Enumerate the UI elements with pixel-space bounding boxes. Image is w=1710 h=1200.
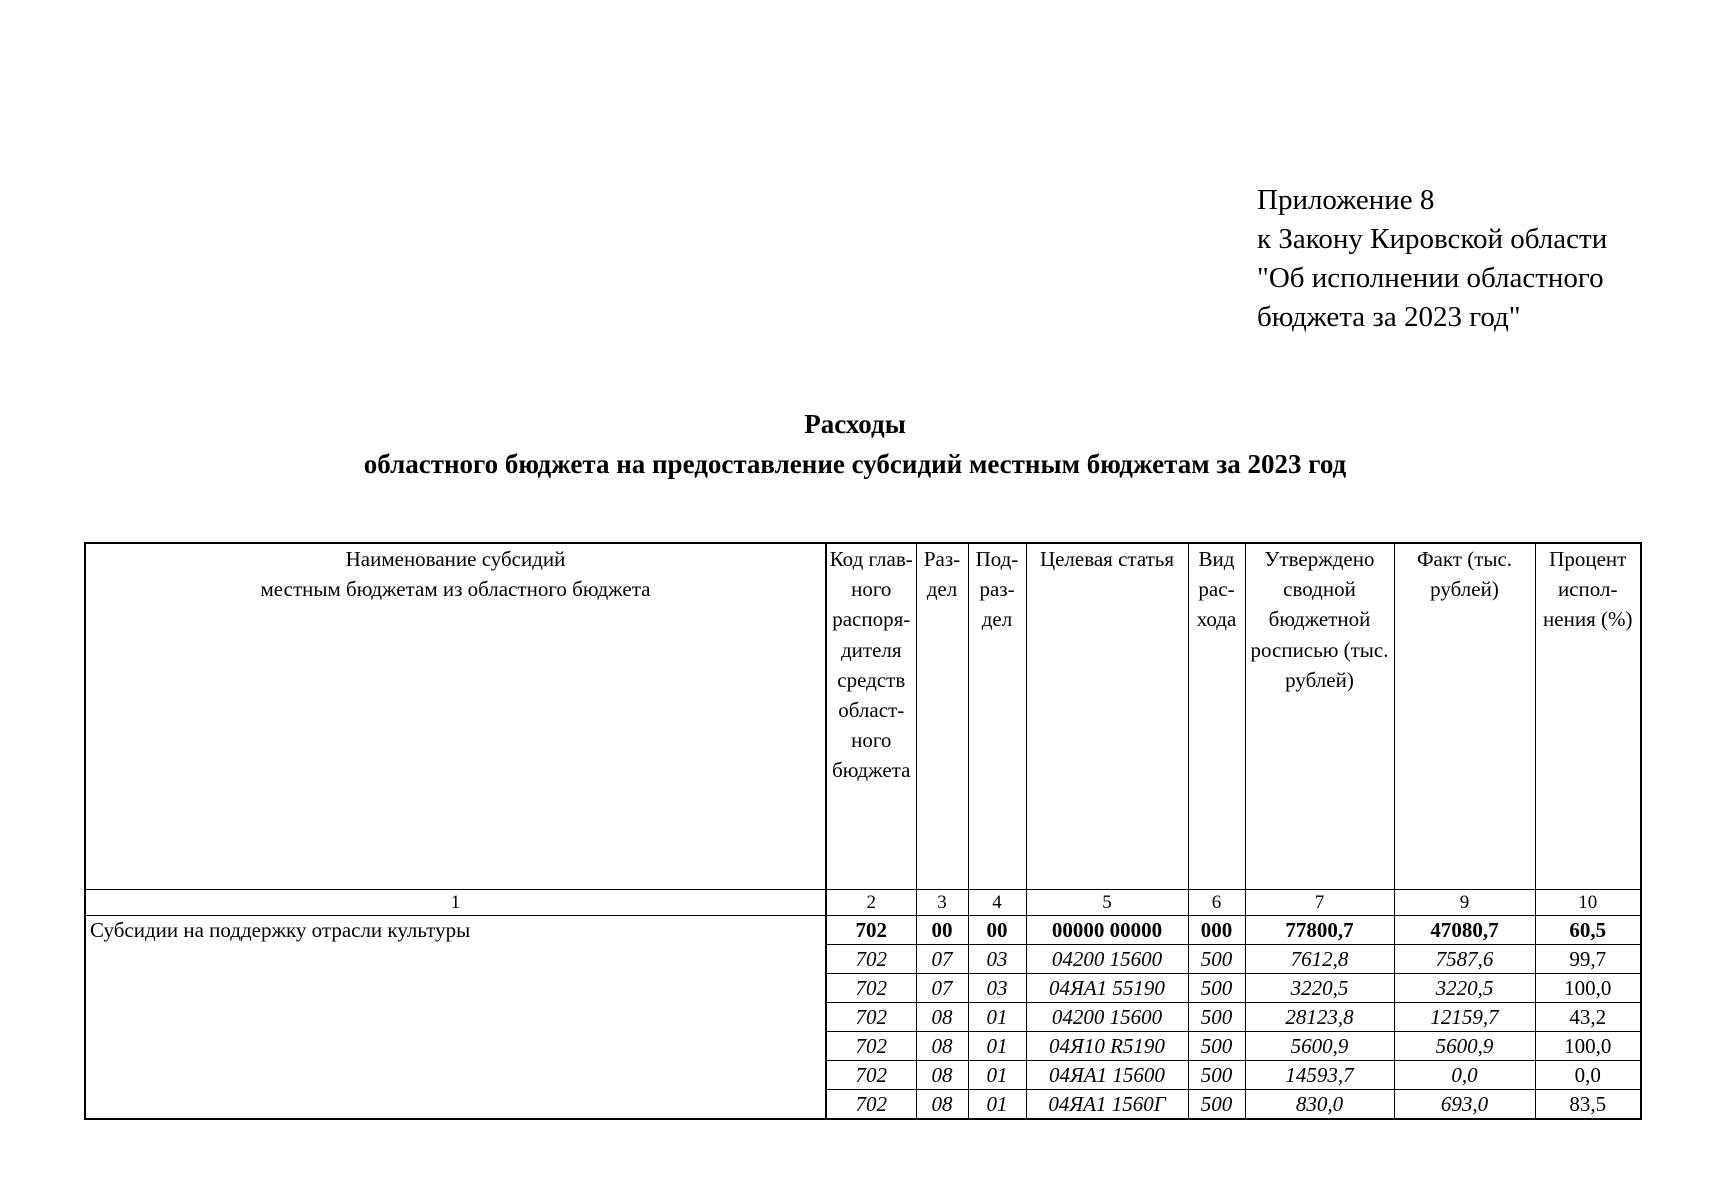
cell-percent: 0,0 <box>1535 1061 1641 1090</box>
cell-target: 00000 00000 <box>1026 916 1188 945</box>
cell-code: 702 <box>826 974 916 1003</box>
cell-approved: 3220,5 <box>1245 974 1394 1003</box>
cell-subsection: 01 <box>968 1061 1026 1090</box>
cell-subsection: 01 <box>968 1032 1026 1061</box>
cell-fact: 693,0 <box>1394 1090 1535 1120</box>
cell-section: 00 <box>916 916 968 945</box>
annex-line-3: "Об исполнении областного <box>1257 262 1604 294</box>
cell-type: 500 <box>1188 1003 1245 1032</box>
cell-section: 08 <box>916 1003 968 1032</box>
header-code: Код главного распорядителя средств областного бюджета <box>826 543 916 890</box>
cell-percent: 60,5 <box>1535 916 1641 945</box>
cell-code: 702 <box>826 916 916 945</box>
annex-line-1: Приложение 8 <box>1257 184 1435 216</box>
cell-subsection: 03 <box>968 945 1026 974</box>
cell-section: 07 <box>916 945 968 974</box>
header-row <box>85 543 1641 890</box>
header-name-line-2: местным бюджетам из областного бюджета <box>260 577 651 602</box>
annex-line-2: к Закону Кировской области <box>1257 223 1608 255</box>
cell-section: 07 <box>916 974 968 1003</box>
column-number: 10 <box>1535 890 1641 916</box>
cell-percent: 83,5 <box>1535 1090 1641 1120</box>
column-number: 2 <box>826 890 916 916</box>
cell-approved: 5600,9 <box>1245 1032 1394 1061</box>
cell-fact: 5600,9 <box>1394 1032 1535 1061</box>
column-number: 5 <box>1026 890 1188 916</box>
document-title <box>0 404 1710 484</box>
cell-subsection: 03 <box>968 974 1026 1003</box>
cell-target: 04200 15600 <box>1026 945 1188 974</box>
cell-approved: 28123,8 <box>1245 1003 1394 1032</box>
header-section: Раздел <box>916 543 968 890</box>
cell-approved: 14593,7 <box>1245 1061 1394 1090</box>
cell-subsection: 01 <box>968 1003 1026 1032</box>
cell-fact: 3220,5 <box>1394 974 1535 1003</box>
header-fact: Факт (тыс. рублей) <box>1394 543 1535 890</box>
cell-approved: 77800,7 <box>1245 916 1394 945</box>
column-number: 6 <box>1188 890 1245 916</box>
cell-fact: 7587,6 <box>1394 945 1535 974</box>
cell-subsection: 00 <box>968 916 1026 945</box>
cell-percent: 99,7 <box>1535 945 1641 974</box>
column-number: 3 <box>916 890 968 916</box>
cell-target: 04ЯА1 1560Г <box>1026 1090 1188 1120</box>
cell-type: 500 <box>1188 1090 1245 1120</box>
cell-type: 000 <box>1188 916 1245 945</box>
title-line-2: областного бюджета на предоставление субсидий местным бюджетам за 2023 год <box>363 449 1347 479</box>
column-number: 9 <box>1394 890 1535 916</box>
cell-code: 702 <box>826 1003 916 1032</box>
header-target: Целевая статья <box>1026 543 1188 890</box>
cell-target: 04ЯА1 55190 <box>1026 974 1188 1003</box>
cell-type: 500 <box>1188 974 1245 1003</box>
cell-target: 04ЯА1 15600 <box>1026 1061 1188 1090</box>
cell-fact: 47080,7 <box>1394 916 1535 945</box>
header-expense-type: Вид расхода <box>1188 543 1245 890</box>
header-approved: Утверждено сводной бюджетной росписью (тыс. рублей) <box>1245 543 1394 890</box>
cell-target: 04200 15600 <box>1026 1003 1188 1032</box>
cell-subsection: 01 <box>968 1090 1026 1120</box>
annex-block <box>1257 181 1607 337</box>
column-number-row <box>85 890 1641 916</box>
column-number: 1 <box>85 890 826 916</box>
subsidy-name: Субсидии на поддержку отрасли культуры <box>85 916 826 1120</box>
header-name <box>85 543 826 890</box>
header-name-line-1: Наименование субсидий <box>345 547 566 571</box>
cell-percent: 100,0 <box>1535 974 1641 1003</box>
cell-fact: 0,0 <box>1394 1061 1535 1090</box>
cell-approved: 7612,8 <box>1245 945 1394 974</box>
total-row <box>85 916 1641 945</box>
subsidy-table <box>84 542 1642 1120</box>
cell-target: 04Я10 R5190 <box>1026 1032 1188 1061</box>
cell-approved: 830,0 <box>1245 1090 1394 1120</box>
cell-percent: 43,2 <box>1535 1003 1641 1032</box>
cell-code: 702 <box>826 1061 916 1090</box>
cell-percent: 100,0 <box>1535 1032 1641 1061</box>
cell-section: 08 <box>916 1032 968 1061</box>
cell-section: 08 <box>916 1061 968 1090</box>
cell-code: 702 <box>826 945 916 974</box>
cell-type: 500 <box>1188 1061 1245 1090</box>
annex-line-4: бюджета за 2023 год" <box>1257 301 1521 333</box>
cell-code: 702 <box>826 1032 916 1061</box>
title-line-1: Расходы <box>804 409 906 439</box>
cell-code: 702 <box>826 1090 916 1120</box>
column-number: 7 <box>1245 890 1394 916</box>
cell-section: 08 <box>916 1090 968 1120</box>
cell-type: 500 <box>1188 945 1245 974</box>
column-number: 4 <box>968 890 1026 916</box>
header-percent: Процент исполнения (%) <box>1535 543 1641 890</box>
cell-type: 500 <box>1188 1032 1245 1061</box>
cell-fact: 12159,7 <box>1394 1003 1535 1032</box>
header-subsection: Подраздел <box>968 543 1026 890</box>
